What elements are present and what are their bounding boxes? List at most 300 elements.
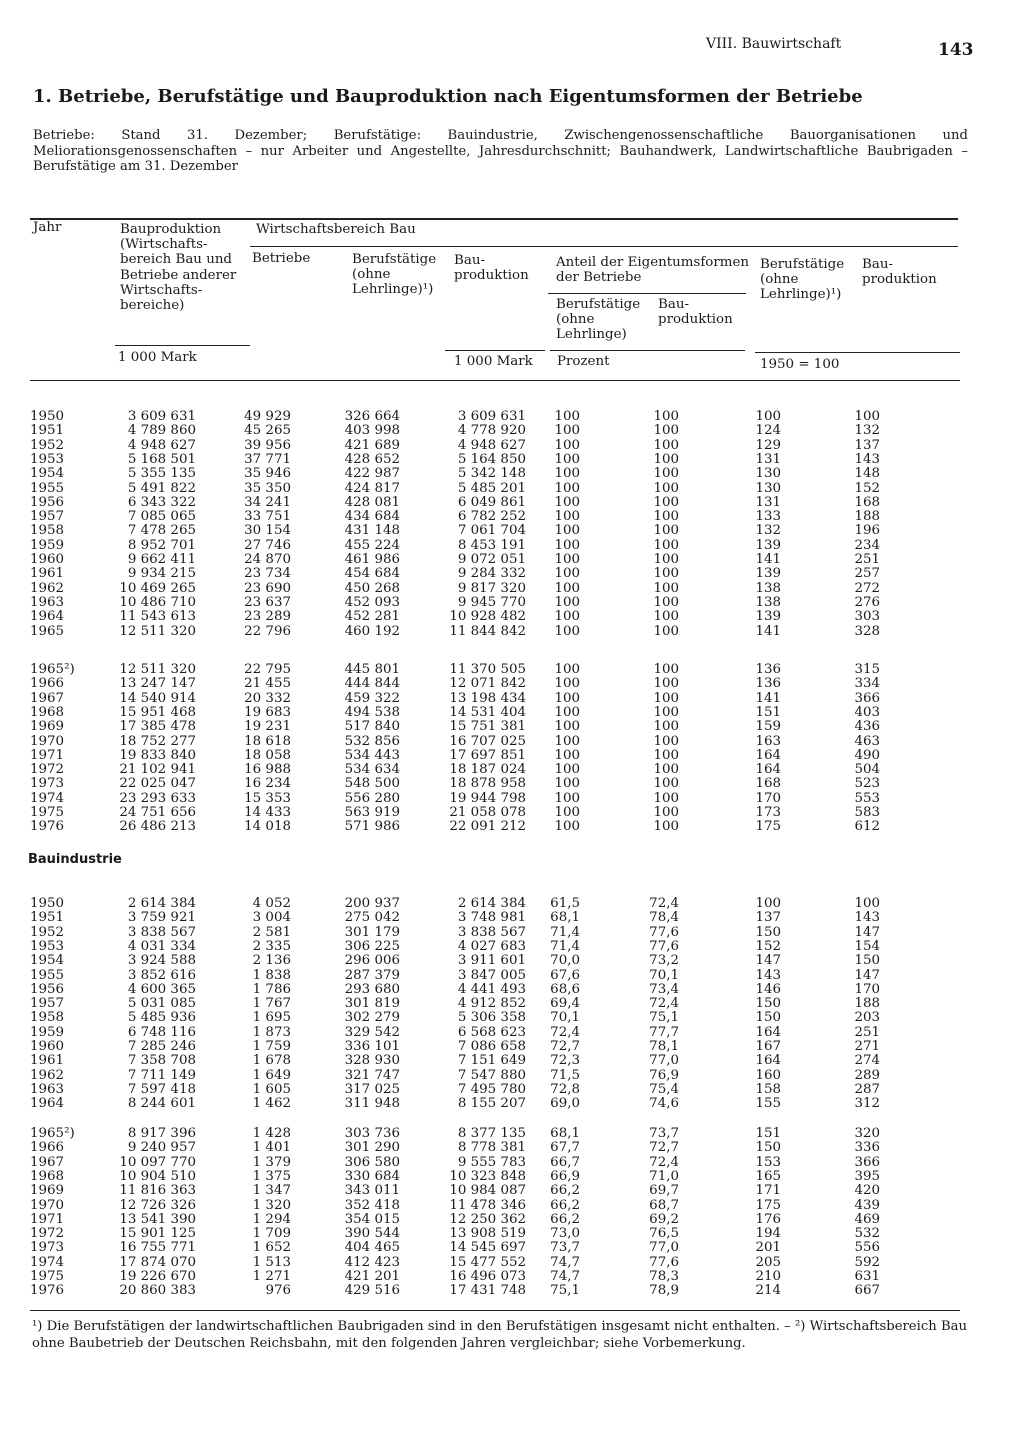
table-row [0, 735, 1024, 749]
cell-index-berufstaetige: 155 [755, 1096, 781, 1112]
cell-jahr: 1963 [30, 1081, 65, 1097]
cell-berufstaetige: 428 081 [344, 494, 400, 510]
cell-betriebe: 23 734 [244, 566, 291, 582]
cell-index-bauproduktion: 439 [854, 1197, 880, 1213]
table-row [0, 410, 1024, 424]
cell-index-bauproduktion: 328 [854, 623, 880, 639]
cell-jahr: 1958 [30, 1010, 65, 1026]
cell-betriebe: 1 347 [252, 1183, 291, 1199]
cell-anteil-berufstaetige: 100 [554, 494, 580, 510]
header-unit-prozent: Prozent [557, 354, 610, 369]
cell-index-berufstaetige: 160 [755, 1067, 781, 1083]
cell-bauproduktion-gesamt: 8 917 396 [127, 1126, 196, 1141]
cell-berufstaetige: 303 736 [344, 1126, 400, 1141]
cell-anteil-bauproduktion: 70,1 [649, 967, 679, 983]
cell-anteil-berufstaetige: 100 [554, 623, 580, 639]
running-header-section: VIII. Bauwirtschaft [706, 36, 842, 52]
cell-index-berufstaetige: 132 [755, 523, 781, 539]
table-row [0, 596, 1024, 610]
cell-index-berufstaetige: 146 [755, 981, 781, 997]
header-jahr: Jahr [33, 220, 62, 235]
cell-bauproduktion-gesamt: 5 168 501 [127, 451, 196, 467]
cell-jahr: 1960 [30, 1039, 65, 1054]
cell-bauproduktion: 13 198 434 [449, 690, 526, 706]
cell-index-berufstaetige: 170 [755, 790, 781, 806]
cell-anteil-berufstaetige: 66,2 [550, 1211, 580, 1227]
cell-berufstaetige: 301 179 [344, 924, 400, 940]
cell-jahr: 1965²) [30, 662, 75, 677]
cell-bauproduktion: 6 782 252 [457, 509, 526, 525]
cell-jahr: 1956 [30, 494, 65, 510]
cell-index-berufstaetige: 131 [755, 494, 781, 510]
cell-index-bauproduktion: 523 [854, 776, 880, 792]
cell-berufstaetige: 455 224 [344, 537, 400, 553]
cell-bauproduktion: 17 697 851 [449, 747, 526, 763]
cell-bauproduktion: 7 061 704 [457, 523, 526, 539]
cell-berufstaetige: 459 322 [344, 690, 400, 706]
cell-bauproduktion: 4 948 627 [457, 437, 526, 453]
unit-rule-a [115, 345, 250, 346]
cell-berufstaetige: 421 689 [344, 437, 400, 453]
cell-bauproduktion-gesamt: 26 486 213 [119, 819, 196, 835]
cell-bauproduktion-gesamt: 19 226 670 [119, 1269, 196, 1284]
cell-anteil-bauproduktion: 100 [653, 662, 679, 677]
cell-anteil-berufstaetige: 100 [554, 790, 580, 806]
cell-anteil-bauproduktion: 74,6 [649, 1096, 679, 1112]
cell-bauproduktion: 16 496 073 [449, 1269, 526, 1284]
header-unit-1000-mark-b: 1 000 Mark [454, 354, 533, 369]
table-row [0, 424, 1024, 438]
cell-anteil-berufstaetige: 66,2 [550, 1183, 580, 1199]
cell-betriebe: 1 379 [252, 1154, 291, 1170]
table-row [0, 482, 1024, 496]
cell-anteil-berufstaetige: 100 [554, 762, 580, 778]
cell-betriebe: 1 786 [252, 981, 291, 997]
cell-berufstaetige: 424 817 [344, 480, 400, 496]
cell-bauproduktion: 5 342 148 [457, 466, 526, 482]
cell-anteil-berufstaetige: 74,7 [550, 1254, 580, 1270]
table-row [0, 806, 1024, 820]
cell-index-bauproduktion: 137 [854, 437, 880, 453]
cell-anteil-bauproduktion: 69,7 [649, 1183, 679, 1199]
cell-berufstaetige: 301 819 [344, 996, 400, 1012]
table-row [0, 567, 1024, 581]
cell-jahr: 1969 [30, 1183, 65, 1199]
table-title: 1. Betriebe, Berufstätige und Bauproduktion nach Eigentumsformen der Betriebe [33, 86, 863, 107]
cell-index-berufstaetige: 150 [755, 1140, 781, 1156]
cell-anteil-bauproduktion: 77,7 [649, 1024, 679, 1040]
cell-bauproduktion-gesamt: 5 355 135 [127, 466, 196, 482]
cell-berufstaetige: 336 101 [344, 1039, 400, 1054]
cell-bauproduktion: 11 844 842 [449, 623, 526, 639]
cell-anteil-bauproduktion: 100 [653, 409, 679, 424]
cell-jahr: 1974 [30, 1254, 65, 1270]
cell-berufstaetige: 534 634 [344, 762, 400, 778]
table-row [0, 1127, 1024, 1141]
cell-anteil-berufstaetige: 100 [554, 552, 580, 567]
cell-bauproduktion-gesamt: 5 031 085 [127, 996, 196, 1012]
cell-anteil-bauproduktion: 100 [653, 423, 679, 439]
cell-index-bauproduktion: 504 [854, 762, 880, 778]
cell-bauproduktion: 7 086 658 [457, 1039, 526, 1054]
cell-betriebe: 14 433 [244, 805, 291, 820]
table-row [0, 453, 1024, 467]
cell-bauproduktion-gesamt: 10 486 710 [119, 594, 196, 610]
cell-betriebe: 18 618 [244, 733, 291, 749]
cell-anteil-berufstaetige: 100 [554, 437, 580, 453]
cell-index-bauproduktion: 395 [854, 1168, 880, 1184]
wirtschaftsbereich-rule [250, 246, 958, 247]
cell-jahr: 1973 [30, 1240, 65, 1256]
cell-index-bauproduktion: 234 [854, 537, 880, 553]
cell-berufstaetige: 321 747 [344, 1067, 400, 1083]
cell-index-berufstaetige: 141 [755, 623, 781, 639]
cell-berufstaetige: 390 544 [344, 1226, 400, 1242]
cell-index-berufstaetige: 130 [755, 480, 781, 496]
cell-betriebe: 45 265 [244, 423, 291, 439]
cell-bauproduktion: 14 531 404 [449, 704, 526, 720]
cell-index-berufstaetige: 147 [755, 953, 781, 969]
cell-betriebe: 35 946 [244, 466, 291, 482]
cell-bauproduktion-gesamt: 11 543 613 [119, 609, 196, 625]
table-row [0, 1213, 1024, 1227]
cell-index-bauproduktion: 188 [854, 996, 880, 1012]
cell-anteil-bauproduktion: 78,4 [649, 910, 679, 926]
cell-jahr: 1966 [30, 1140, 65, 1156]
cell-index-berufstaetige: 151 [755, 704, 781, 720]
cell-index-bauproduktion: 251 [854, 552, 880, 567]
cell-anteil-bauproduktion: 77,0 [649, 1053, 679, 1069]
cell-index-bauproduktion: 203 [854, 1010, 880, 1026]
table-row [0, 911, 1024, 925]
cell-anteil-bauproduktion: 72,4 [649, 1154, 679, 1170]
cell-berufstaetige: 450 268 [344, 580, 400, 596]
cell-bauproduktion: 5 164 850 [457, 451, 526, 467]
cell-anteil-bauproduktion: 77,6 [649, 924, 679, 940]
cell-anteil-bauproduktion: 75,1 [649, 1010, 679, 1026]
cell-index-berufstaetige: 136 [755, 662, 781, 677]
cell-anteil-berufstaetige: 100 [554, 609, 580, 625]
cell-bauproduktion: 11 478 346 [449, 1197, 526, 1213]
cell-jahr: 1957 [30, 996, 65, 1012]
cell-index-berufstaetige: 153 [755, 1154, 781, 1170]
cell-jahr: 1956 [30, 981, 65, 997]
header-unit-index: 1950 = 100 [760, 357, 840, 372]
cell-index-bauproduktion: 147 [854, 924, 880, 940]
cell-betriebe: 15 353 [244, 790, 291, 806]
header-index-berufstaetige: Berufstätige (ohne Lehrlinge)¹) [760, 257, 845, 303]
cell-index-berufstaetige: 175 [755, 1197, 781, 1213]
header-unit-1000-mark-a: 1 000 Mark [118, 350, 197, 365]
cell-index-bauproduktion: 287 [854, 1081, 880, 1097]
cell-bauproduktion: 18 878 958 [449, 776, 526, 792]
cell-index-berufstaetige: 133 [755, 509, 781, 525]
cell-betriebe: 2 136 [252, 953, 291, 969]
cell-index-bauproduktion: 336 [854, 1140, 880, 1156]
header-berufstaetige: Berufstätige (ohne Lehrlinge)¹) [352, 252, 437, 298]
cell-index-berufstaetige: 129 [755, 437, 781, 453]
table-row [0, 792, 1024, 806]
cell-anteil-berufstaetige: 100 [554, 733, 580, 749]
cell-index-bauproduktion: 271 [854, 1039, 880, 1054]
cell-berufstaetige: 461 986 [344, 552, 400, 567]
cell-betriebe: 1 605 [252, 1081, 291, 1097]
cell-berufstaetige: 460 192 [344, 623, 400, 639]
cell-jahr: 1953 [30, 451, 65, 467]
cell-anteil-berufstaetige: 66,2 [550, 1197, 580, 1213]
cell-anteil-berufstaetige: 68,1 [550, 1126, 580, 1141]
table-row [0, 1011, 1024, 1025]
cell-betriebe: 22 795 [244, 662, 291, 677]
cell-jahr: 1971 [30, 1211, 65, 1227]
cell-betriebe: 23 289 [244, 609, 291, 625]
cell-anteil-berufstaetige: 75,1 [550, 1283, 580, 1299]
cell-bauproduktion: 3 748 981 [457, 910, 526, 926]
cell-berufstaetige: 326 664 [344, 409, 400, 424]
cell-index-bauproduktion: 143 [854, 910, 880, 926]
cell-betriebe: 37 771 [244, 451, 291, 467]
cell-betriebe: 1 513 [252, 1254, 291, 1270]
cell-anteil-bauproduktion: 77,0 [649, 1240, 679, 1256]
cell-bauproduktion-gesamt: 18 752 277 [119, 733, 196, 749]
cell-index-bauproduktion: 303 [854, 609, 880, 625]
cell-index-berufstaetige: 171 [755, 1183, 781, 1199]
cell-bauproduktion: 8 778 381 [457, 1140, 526, 1156]
cell-anteil-bauproduktion: 100 [653, 623, 679, 639]
table-row [0, 940, 1024, 954]
cell-bauproduktion-gesamt: 5 491 822 [127, 480, 196, 496]
cell-bauproduktion: 17 431 748 [449, 1283, 526, 1299]
cell-index-bauproduktion: 631 [854, 1269, 880, 1284]
cell-betriebe: 39 956 [244, 437, 291, 453]
cell-jahr: 1962 [30, 1067, 65, 1083]
cell-jahr: 1975 [30, 1269, 65, 1284]
cell-anteil-berufstaetige: 70,1 [550, 1010, 580, 1026]
cell-bauproduktion: 10 984 087 [449, 1183, 526, 1199]
cell-anteil-bauproduktion: 100 [653, 537, 679, 553]
cell-bauproduktion: 8 453 191 [457, 537, 526, 553]
cell-anteil-bauproduktion: 100 [653, 437, 679, 453]
cell-berufstaetige: 444 844 [344, 676, 400, 692]
cell-jahr: 1976 [30, 1283, 65, 1299]
cell-bauproduktion: 7 151 649 [457, 1053, 526, 1069]
cell-berufstaetige: 354 015 [344, 1211, 400, 1227]
cell-bauproduktion: 2 614 384 [457, 896, 526, 911]
cell-index-bauproduktion: 251 [854, 1024, 880, 1040]
cell-anteil-bauproduktion: 100 [653, 719, 679, 735]
cell-index-bauproduktion: 272 [854, 580, 880, 596]
cell-anteil-berufstaetige: 100 [554, 704, 580, 720]
cell-berufstaetige: 200 937 [344, 896, 400, 911]
cell-index-berufstaetige: 136 [755, 676, 781, 692]
table-row [0, 926, 1024, 940]
cell-index-berufstaetige: 164 [755, 762, 781, 778]
cell-anteil-berufstaetige: 100 [554, 480, 580, 496]
cell-anteil-berufstaetige: 100 [554, 409, 580, 424]
table-row [0, 524, 1024, 538]
cell-index-berufstaetige: 159 [755, 719, 781, 735]
cell-jahr: 1972 [30, 1226, 65, 1242]
cell-anteil-bauproduktion: 100 [653, 776, 679, 792]
cell-bauproduktion-gesamt: 8 244 601 [127, 1096, 196, 1112]
cell-berufstaetige: 287 379 [344, 967, 400, 983]
cell-anteil-berufstaetige: 100 [554, 466, 580, 482]
cell-anteil-berufstaetige: 66,7 [550, 1154, 580, 1170]
cell-anteil-berufstaetige: 69,0 [550, 1096, 580, 1112]
cell-index-bauproduktion: 334 [854, 676, 880, 692]
cell-bauproduktion-gesamt: 8 952 701 [127, 537, 196, 553]
cell-index-berufstaetige: 164 [755, 747, 781, 763]
cell-anteil-berufstaetige: 72,3 [550, 1053, 580, 1069]
cell-jahr: 1969 [30, 719, 65, 735]
cell-betriebe: 33 751 [244, 509, 291, 525]
cell-index-bauproduktion: 150 [854, 953, 880, 969]
header-bauproduktion: Bau- produktion [454, 253, 529, 284]
cell-index-berufstaetige: 173 [755, 805, 781, 820]
cell-index-berufstaetige: 175 [755, 819, 781, 835]
cell-index-berufstaetige: 163 [755, 733, 781, 749]
cell-anteil-berufstaetige: 71,5 [550, 1067, 580, 1083]
cell-bauproduktion: 10 928 482 [449, 609, 526, 625]
cell-anteil-bauproduktion: 77,6 [649, 938, 679, 954]
table-header-bottom-rule [30, 380, 960, 381]
cell-bauproduktion: 22 091 212 [449, 819, 526, 835]
cell-betriebe: 35 350 [244, 480, 291, 496]
cell-berufstaetige: 311 948 [344, 1096, 400, 1112]
cell-bauproduktion: 13 908 519 [449, 1226, 526, 1242]
cell-bauproduktion: 6 568 623 [457, 1024, 526, 1040]
cell-index-bauproduktion: 154 [854, 938, 880, 954]
cell-bauproduktion-gesamt: 9 934 215 [127, 566, 196, 582]
cell-anteil-bauproduktion: 100 [653, 523, 679, 539]
cell-jahr: 1966 [30, 676, 65, 692]
cell-bauproduktion: 7 495 780 [457, 1081, 526, 1097]
table-top-rule [30, 218, 958, 220]
cell-index-bauproduktion: 592 [854, 1254, 880, 1270]
cell-anteil-berufstaetige: 100 [554, 523, 580, 539]
cell-bauproduktion: 15 477 552 [449, 1254, 526, 1270]
cell-jahr: 1968 [30, 704, 65, 720]
cell-betriebe: 16 988 [244, 762, 291, 778]
cell-anteil-berufstaetige: 74,7 [550, 1269, 580, 1284]
table-intro-note: Betriebe: Stand 31. Dezember; Berufstätige: Bauindustrie, Zwischengenossenschaftliche Bauorganisationen und Meliorationsgenossenschaften – nur Arbeiter und Angestellte, Jahresdurchschnitt; Bauhandwerk, Landwirtschaftliche Baubrigaden – Berufstätige am 31. Dezember [33, 128, 968, 174]
cell-jahr: 1950 [30, 409, 65, 424]
cell-anteil-bauproduktion: 78,1 [649, 1039, 679, 1054]
cell-anteil-berufstaetige: 100 [554, 451, 580, 467]
cell-jahr: 1952 [30, 437, 65, 453]
cell-index-bauproduktion: 289 [854, 1067, 880, 1083]
table-row [0, 610, 1024, 624]
cell-berufstaetige: 454 684 [344, 566, 400, 582]
cell-index-bauproduktion: 147 [854, 967, 880, 983]
table-row [0, 1199, 1024, 1213]
cell-bauproduktion-gesamt: 7 358 708 [127, 1053, 196, 1069]
table-row [0, 749, 1024, 763]
cell-jahr: 1965 [30, 623, 65, 639]
cell-index-bauproduktion: 276 [854, 594, 880, 610]
cell-betriebe: 1 873 [252, 1024, 291, 1040]
cell-betriebe: 24 870 [244, 552, 291, 567]
cell-bauproduktion: 11 370 505 [449, 662, 526, 677]
cell-index-bauproduktion: 320 [854, 1126, 880, 1141]
cell-index-berufstaetige: 176 [755, 1211, 781, 1227]
cell-index-berufstaetige: 194 [755, 1226, 781, 1242]
cell-index-berufstaetige: 164 [755, 1053, 781, 1069]
cell-betriebe: 30 154 [244, 523, 291, 539]
cell-betriebe: 27 746 [244, 537, 291, 553]
cell-betriebe: 4 052 [252, 896, 291, 911]
cell-index-berufstaetige: 165 [755, 1168, 781, 1184]
header-index-bauproduktion: Bau- produktion [862, 257, 937, 288]
cell-index-berufstaetige: 150 [755, 1010, 781, 1026]
cell-index-bauproduktion: 152 [854, 480, 880, 496]
cell-anteil-berufstaetige: 100 [554, 690, 580, 706]
cell-anteil-bauproduktion: 72,7 [649, 1140, 679, 1156]
cell-berufstaetige: 302 279 [344, 1010, 400, 1026]
cell-berufstaetige: 317 025 [344, 1081, 400, 1097]
cell-bauproduktion: 4 778 920 [457, 423, 526, 439]
cell-bauproduktion: 9 284 332 [457, 566, 526, 582]
table-row [0, 1097, 1024, 1111]
cell-anteil-berufstaetige: 100 [554, 580, 580, 596]
cell-berufstaetige: 434 684 [344, 509, 400, 525]
cell-betriebe: 1 652 [252, 1240, 291, 1256]
table-row [0, 983, 1024, 997]
cell-jahr: 1968 [30, 1168, 65, 1184]
cell-anteil-berufstaetige: 100 [554, 662, 580, 677]
cell-betriebe: 20 332 [244, 690, 291, 706]
table-row [0, 539, 1024, 553]
table-row [0, 954, 1024, 968]
cell-berufstaetige: 452 093 [344, 594, 400, 610]
cell-index-bauproduktion: 463 [854, 733, 880, 749]
cell-bauproduktion-gesamt: 9 240 957 [127, 1140, 196, 1156]
cell-betriebe: 1 320 [252, 1197, 291, 1213]
cell-jahr: 1958 [30, 523, 65, 539]
cell-bauproduktion-gesamt: 24 751 656 [119, 805, 196, 820]
cell-anteil-berufstaetige: 61,5 [550, 896, 580, 911]
cell-index-berufstaetige: 141 [755, 690, 781, 706]
cell-index-berufstaetige: 141 [755, 552, 781, 567]
cell-index-bauproduktion: 490 [854, 747, 880, 763]
cell-anteil-berufstaetige: 70,0 [550, 953, 580, 969]
cell-jahr: 1970 [30, 1197, 65, 1213]
page-number: 143 [938, 40, 974, 60]
table-row [0, 1054, 1024, 1068]
cell-betriebe: 1 375 [252, 1168, 291, 1184]
cell-bauproduktion-gesamt: 4 948 627 [127, 437, 196, 453]
cell-index-bauproduktion: 257 [854, 566, 880, 582]
cell-berufstaetige: 429 516 [344, 1283, 400, 1299]
cell-index-bauproduktion: 366 [854, 690, 880, 706]
cell-berufstaetige: 556 280 [344, 790, 400, 806]
cell-bauproduktion: 6 049 861 [457, 494, 526, 510]
cell-bauproduktion-gesamt: 5 485 936 [127, 1010, 196, 1026]
cell-index-berufstaetige: 210 [755, 1269, 781, 1284]
cell-bauproduktion-gesamt: 3 759 921 [127, 910, 196, 926]
cell-anteil-bauproduktion: 73,2 [649, 953, 679, 969]
cell-jahr: 1965²) [30, 1126, 75, 1141]
table-row [0, 553, 1024, 567]
cell-index-bauproduktion: 532 [854, 1226, 880, 1242]
cell-anteil-bauproduktion: 100 [653, 566, 679, 582]
cell-bauproduktion: 9 072 051 [457, 552, 526, 567]
cell-index-bauproduktion: 143 [854, 451, 880, 467]
cell-bauproduktion-gesamt: 10 904 510 [119, 1168, 196, 1184]
unit-rule-d [755, 352, 960, 353]
section-label-bauindustrie: Bauindustrie [28, 852, 122, 867]
cell-index-bauproduktion: 188 [854, 509, 880, 525]
